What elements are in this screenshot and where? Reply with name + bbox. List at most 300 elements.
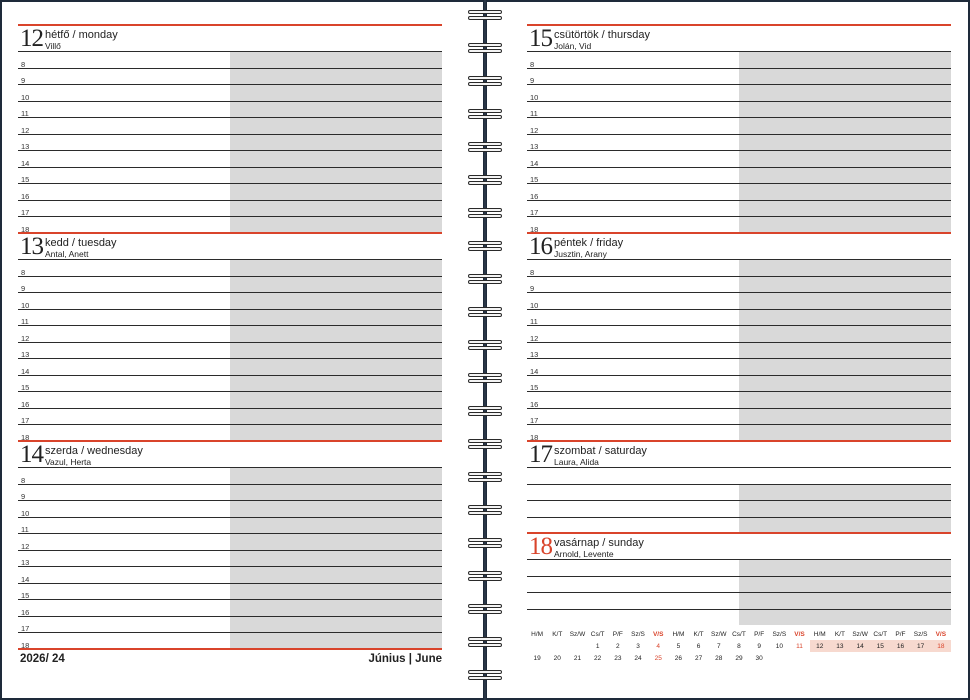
notes-shade <box>739 518 951 534</box>
hour-label: 8 <box>530 59 535 69</box>
day-name: szerda / wednesday <box>45 445 143 457</box>
hour-row[interactable] <box>18 309 442 326</box>
day-number: 15 <box>529 25 552 52</box>
hour-row[interactable] <box>18 342 442 359</box>
ring-loop <box>468 439 502 443</box>
ring-loop <box>468 478 502 482</box>
day-header <box>527 232 951 259</box>
day-name: kedd / tuesday <box>45 237 117 249</box>
hour-label: 17 <box>21 624 30 633</box>
hour-row[interactable] <box>18 550 442 567</box>
notes-shade <box>230 343 442 359</box>
hour-row[interactable] <box>527 358 951 375</box>
hour-label: 17 <box>530 416 539 425</box>
hour-row[interactable] <box>527 200 951 217</box>
name-days: Vazul, Herta <box>45 457 92 467</box>
notes-shade <box>739 260 951 276</box>
hour-row[interactable] <box>527 424 951 441</box>
notes-shade <box>230 633 442 649</box>
hour-row[interactable] <box>18 101 442 118</box>
mini-calendar-weekday: Cs/T <box>590 630 605 638</box>
notes-shade <box>230 293 442 309</box>
ring-loop <box>468 610 502 614</box>
name-days: Laura, Alida <box>554 457 599 467</box>
hour-rows <box>527 467 951 533</box>
day-block <box>18 232 442 441</box>
day-block <box>18 24 442 233</box>
notes-shade <box>230 518 442 534</box>
hour-label: 13 <box>530 142 539 151</box>
notes-shade <box>739 392 951 408</box>
hour-label: 10 <box>530 300 539 310</box>
hour-row[interactable] <box>18 358 442 375</box>
hour-row[interactable] <box>18 117 442 134</box>
hour-row[interactable] <box>18 51 442 68</box>
notes-shade <box>230 468 442 484</box>
mini-calendar-day[interactable]: 5 <box>676 642 681 650</box>
mini-calendar-day[interactable] <box>769 652 789 664</box>
notes-shade <box>739 610 951 626</box>
notes-shade <box>230 600 442 616</box>
hour-label: 15 <box>21 383 30 392</box>
hour-row[interactable] <box>18 467 442 484</box>
hour-label: 15 <box>21 591 30 600</box>
ring-loop <box>468 577 502 581</box>
hour-label: 15 <box>530 175 539 184</box>
hour-row[interactable] <box>527 484 951 501</box>
notes-shade <box>739 593 951 609</box>
binding-ring <box>468 241 502 253</box>
notes-shade <box>739 310 951 326</box>
hour-row[interactable] <box>527 51 951 68</box>
hour-row[interactable] <box>18 484 442 501</box>
mini-calendar-weekday: V/S <box>794 630 805 638</box>
notes-shade <box>739 201 951 217</box>
mini-calendar-day[interactable] <box>830 652 850 664</box>
ring-loop <box>468 247 502 251</box>
mini-calendar-day[interactable] <box>567 640 587 652</box>
mini-calendar-day[interactable]: 1 <box>595 642 600 650</box>
hour-rows <box>18 467 442 649</box>
notes-shade <box>230 409 442 425</box>
hour-row[interactable] <box>18 167 442 184</box>
mini-calendar-weekday: V/S <box>652 630 664 638</box>
hour-label: 17 <box>21 208 30 217</box>
hour-row[interactable] <box>527 467 951 484</box>
binding-ring <box>468 571 502 583</box>
hour-label: 11 <box>21 525 29 534</box>
ring-loop <box>468 175 502 179</box>
hour-row[interactable] <box>18 84 442 101</box>
hour-label: 13 <box>21 350 30 359</box>
hour-row[interactable] <box>18 583 442 600</box>
mini-calendar-day[interactable]: 29 <box>735 654 743 662</box>
mini-calendar-day[interactable]: 10 <box>775 642 783 650</box>
mini-calendar-day[interactable]: 21 <box>573 654 582 662</box>
notes-shade <box>739 85 951 101</box>
mini-calendar-day[interactable] <box>890 652 910 664</box>
ring-loop <box>468 505 502 509</box>
hour-label: 16 <box>21 191 30 201</box>
hour-row[interactable] <box>527 276 951 293</box>
notes-shade <box>739 102 951 118</box>
ring-loop <box>468 538 502 542</box>
mini-calendar-weekday: Sz/S <box>631 630 645 638</box>
hour-row[interactable] <box>18 150 442 167</box>
notes-shade <box>739 326 951 342</box>
mini-calendar-day[interactable]: 6 <box>696 642 701 650</box>
notes-shade <box>739 277 951 293</box>
day-name: csütörtök / thursday <box>554 29 650 41</box>
notes-shade <box>230 85 442 101</box>
day-name: szombat / saturday <box>554 445 647 457</box>
hour-label: 15 <box>21 175 30 184</box>
hour-row[interactable] <box>18 632 442 649</box>
day-name: péntek / friday <box>554 237 624 249</box>
hour-rows <box>527 559 951 625</box>
hour-row[interactable] <box>527 84 951 101</box>
ring-loop <box>468 544 502 548</box>
binding-ring <box>468 175 502 187</box>
hour-label: 9 <box>530 76 535 85</box>
ring-loop <box>468 637 502 641</box>
ring-loop <box>468 511 502 515</box>
notes-shade <box>230 551 442 567</box>
hour-row[interactable] <box>18 517 442 534</box>
hour-row[interactable] <box>18 375 442 392</box>
hour-row[interactable] <box>18 599 442 616</box>
ring-loop <box>468 313 502 317</box>
mini-calendar-weekday: H/M <box>531 630 544 638</box>
day-number: 14 <box>20 441 43 468</box>
mini-calendar-day[interactable]: 16 <box>890 640 910 652</box>
hour-row[interactable] <box>18 68 442 85</box>
hour-row[interactable] <box>18 408 442 425</box>
hour-row[interactable] <box>18 134 442 151</box>
hour-label: 12 <box>530 333 539 343</box>
day-header <box>527 440 951 467</box>
hour-row[interactable] <box>527 375 951 392</box>
hour-label: 12 <box>21 125 30 135</box>
name-days: Villő <box>45 41 61 51</box>
mini-calendar-day[interactable]: 9 <box>757 642 761 650</box>
binding-ring <box>468 10 502 22</box>
name-days: Antal, Anett <box>45 249 89 259</box>
binding-ring <box>468 43 502 55</box>
day-name: hétfő / monday <box>45 29 118 41</box>
notes-shade <box>739 343 951 359</box>
mini-calendar-day[interactable]: 30 <box>755 654 763 662</box>
notes-shade <box>739 151 951 167</box>
name-days: Jolán, Vid <box>554 41 592 51</box>
ring-loop <box>468 142 502 146</box>
ring-loop <box>468 604 502 608</box>
hour-label: 16 <box>530 191 539 201</box>
day-header <box>18 232 442 259</box>
hour-row[interactable] <box>18 391 442 408</box>
mini-calendar-day[interactable]: 27 <box>694 654 703 662</box>
hour-label: 18 <box>21 432 30 442</box>
mini-calendar-weekday: P/F <box>612 630 623 638</box>
ring-loop <box>468 373 502 377</box>
hour-rows <box>18 259 442 441</box>
mini-calendar-day[interactable] <box>931 652 951 664</box>
mini-calendar-day[interactable]: 3 <box>636 642 640 650</box>
hour-label: 16 <box>21 607 30 617</box>
spiral-binding <box>462 0 508 700</box>
notes-shade <box>230 201 442 217</box>
day-header <box>18 24 442 51</box>
mini-calendar-weekday: Sz/S <box>913 630 928 638</box>
mini-calendar-day[interactable]: 4 <box>656 642 661 650</box>
day-name: vasárnap / sunday <box>554 537 644 549</box>
ring-loop <box>468 109 502 113</box>
mini-calendar-weekday: P/F <box>895 630 906 638</box>
ring-loop <box>468 571 502 575</box>
notes-shade <box>230 118 442 134</box>
notes-shade <box>230 184 442 200</box>
ring-loop <box>468 43 502 47</box>
hour-row[interactable] <box>527 609 951 626</box>
mini-calendar-day[interactable] <box>527 640 547 652</box>
hour-row[interactable] <box>527 292 951 309</box>
binding-ring <box>468 76 502 88</box>
ring-loop <box>468 379 502 383</box>
ring-loop <box>468 643 502 647</box>
hour-label: 18 <box>21 640 30 650</box>
binding-ring <box>468 340 502 352</box>
hour-row[interactable] <box>18 183 442 200</box>
hour-row[interactable] <box>527 500 951 517</box>
mini-calendar-weekday: Sz/W <box>569 630 586 638</box>
mini-calendar-day[interactable] <box>850 652 870 664</box>
binding-ring <box>468 637 502 649</box>
mini-calendar-day[interactable]: 18 <box>931 640 951 652</box>
hour-row[interactable] <box>18 259 442 276</box>
hour-row[interactable] <box>527 391 951 408</box>
mini-calendar-day[interactable] <box>911 652 931 664</box>
mini-calendar-day[interactable]: 15 <box>870 640 890 652</box>
hour-row[interactable] <box>18 424 442 441</box>
ring-loop <box>468 274 502 278</box>
notes-shade <box>739 501 951 517</box>
mini-calendar-day[interactable]: 7 <box>716 642 721 650</box>
hour-row[interactable] <box>18 500 442 517</box>
ring-loop <box>468 49 502 53</box>
mini-calendar-day[interactable]: 13 <box>830 640 850 652</box>
mini-calendar-day[interactable]: 17 <box>911 640 931 652</box>
day-block <box>527 232 951 441</box>
name-days: Arnold, Levente <box>554 549 614 559</box>
binding-ring <box>468 505 502 517</box>
notes-shade <box>230 567 442 583</box>
ring-loop <box>468 412 502 416</box>
page-footer <box>18 648 442 665</box>
mini-calendar-day[interactable]: 26 <box>674 654 683 662</box>
hour-label: 14 <box>530 158 539 168</box>
notes-shade <box>739 52 951 68</box>
notes-shade <box>739 359 951 375</box>
hour-row[interactable] <box>527 101 951 118</box>
mini-calendar-day[interactable] <box>810 652 830 664</box>
hour-row[interactable] <box>527 68 951 85</box>
notes-shade <box>230 359 442 375</box>
hour-label: 17 <box>21 416 30 425</box>
binding-ring <box>468 538 502 550</box>
hour-row[interactable] <box>18 276 442 293</box>
binding-ring <box>468 307 502 319</box>
hour-label: 18 <box>21 224 30 234</box>
notes-shade <box>230 217 442 233</box>
mini-calendar-day[interactable]: 25 <box>654 654 662 662</box>
notes-shade <box>230 310 442 326</box>
day-number: 13 <box>20 233 43 260</box>
hour-label: 16 <box>21 399 30 409</box>
hour-row[interactable] <box>527 309 951 326</box>
hour-label: 8 <box>21 475 26 485</box>
mini-calendar-day[interactable] <box>789 652 809 664</box>
hour-row[interactable] <box>18 566 442 583</box>
hour-label: 11 <box>530 109 538 118</box>
notes-shade <box>230 584 442 600</box>
hour-label: 11 <box>21 317 29 326</box>
hour-row[interactable] <box>527 342 951 359</box>
notes-shade <box>739 409 951 425</box>
hour-label: 11 <box>21 109 29 118</box>
hour-label: 18 <box>530 224 539 234</box>
day-number: 17 <box>529 441 552 468</box>
hour-row[interactable] <box>527 134 951 151</box>
hour-label: 8 <box>21 267 26 277</box>
day-block <box>527 532 951 625</box>
hour-row[interactable] <box>527 216 951 233</box>
notes-shade <box>739 184 951 200</box>
hour-label: 9 <box>21 492 26 501</box>
hour-label: 12 <box>21 541 30 551</box>
hour-label: 14 <box>21 574 30 584</box>
mini-calendar-day[interactable]: 12 <box>810 640 830 652</box>
mini-calendar-day[interactable]: 11 <box>796 642 803 650</box>
notes-shade <box>230 392 442 408</box>
day-header <box>18 440 442 467</box>
mini-calendar-day[interactable]: 20 <box>553 654 561 662</box>
binding-ring <box>468 604 502 616</box>
mini-calendar-day[interactable]: 2 <box>616 642 620 650</box>
mini-calendar <box>527 628 951 664</box>
hour-label: 9 <box>530 284 535 293</box>
notes-shade <box>230 617 442 633</box>
notes-shade <box>739 118 951 134</box>
ring-loop <box>468 16 502 20</box>
binding-ring <box>468 109 502 121</box>
hour-label: 10 <box>530 92 539 102</box>
hour-row[interactable] <box>18 216 442 233</box>
hour-row[interactable] <box>527 259 951 276</box>
notes-shade <box>230 260 442 276</box>
hour-row[interactable] <box>527 183 951 200</box>
mini-calendar-day[interactable]: 19 <box>533 654 541 662</box>
ring-loop <box>468 82 502 86</box>
mini-calendar-weekday: K/T <box>834 630 845 638</box>
mini-calendar-weekday: H/M <box>672 630 685 638</box>
notes-shade <box>739 376 951 392</box>
hour-label: 13 <box>530 350 539 359</box>
name-days: Jusztin, Arany <box>554 249 607 259</box>
mini-calendar-day[interactable] <box>547 640 567 652</box>
hour-rows <box>527 51 951 233</box>
ring-loop <box>468 115 502 119</box>
mini-calendar-day[interactable]: 8 <box>737 642 741 650</box>
hour-row[interactable] <box>527 576 951 593</box>
hour-row[interactable] <box>18 616 442 633</box>
ring-loop <box>468 676 502 680</box>
notes-shade <box>230 102 442 118</box>
hour-row[interactable] <box>527 559 951 576</box>
hour-row[interactable] <box>527 408 951 425</box>
hour-row[interactable] <box>527 517 951 534</box>
mini-calendar-day[interactable] <box>870 652 890 664</box>
hour-label: 9 <box>21 76 26 85</box>
mini-calendar-day[interactable]: 22 <box>594 654 602 662</box>
mini-calendar-day[interactable]: 14 <box>850 640 870 652</box>
mini-calendar-day[interactable]: 23 <box>614 654 622 662</box>
month-label: Június | June <box>368 653 442 665</box>
mini-calendar-day[interactable]: 24 <box>634 654 642 662</box>
hour-label: 14 <box>530 366 539 376</box>
hour-row[interactable] <box>18 533 442 550</box>
notes-shade <box>739 217 951 233</box>
mini-calendar-row <box>527 628 951 640</box>
notes-shade <box>739 293 951 309</box>
binding-ring <box>468 274 502 286</box>
hour-row[interactable] <box>527 117 951 134</box>
notes-shade <box>230 376 442 392</box>
hour-label: 10 <box>21 92 30 102</box>
ring-loop <box>468 208 502 212</box>
binding-ring <box>468 439 502 451</box>
hour-row[interactable] <box>527 592 951 609</box>
ring-loop <box>468 214 502 218</box>
day-block <box>527 24 951 233</box>
binding-ring <box>468 406 502 418</box>
day-block <box>527 440 951 533</box>
mini-calendar-day[interactable]: 28 <box>715 654 723 662</box>
hour-rows <box>527 259 951 441</box>
mini-calendar-table <box>527 628 951 664</box>
day-header <box>527 532 951 559</box>
notes-shade <box>230 135 442 151</box>
notes-shade <box>230 52 442 68</box>
hour-row[interactable] <box>527 167 951 184</box>
hour-row[interactable] <box>18 200 442 217</box>
ring-loop <box>468 241 502 245</box>
hour-row[interactable] <box>18 292 442 309</box>
binding-ring <box>468 472 502 484</box>
day-number: 16 <box>529 233 552 260</box>
mini-calendar-weekday: Sz/W <box>711 630 727 638</box>
mini-calendar-weekday: Cs/T <box>732 630 746 638</box>
mini-calendar-weekday: V/S <box>935 630 947 638</box>
hour-label: 15 <box>530 383 539 392</box>
notes-shade <box>230 168 442 184</box>
hour-row[interactable] <box>527 150 951 167</box>
hour-row[interactable] <box>18 325 442 342</box>
ring-loop <box>468 406 502 410</box>
ring-loop <box>468 445 502 449</box>
hour-label: 14 <box>21 158 30 168</box>
notes-shade <box>230 485 442 501</box>
hour-row[interactable] <box>527 325 951 342</box>
